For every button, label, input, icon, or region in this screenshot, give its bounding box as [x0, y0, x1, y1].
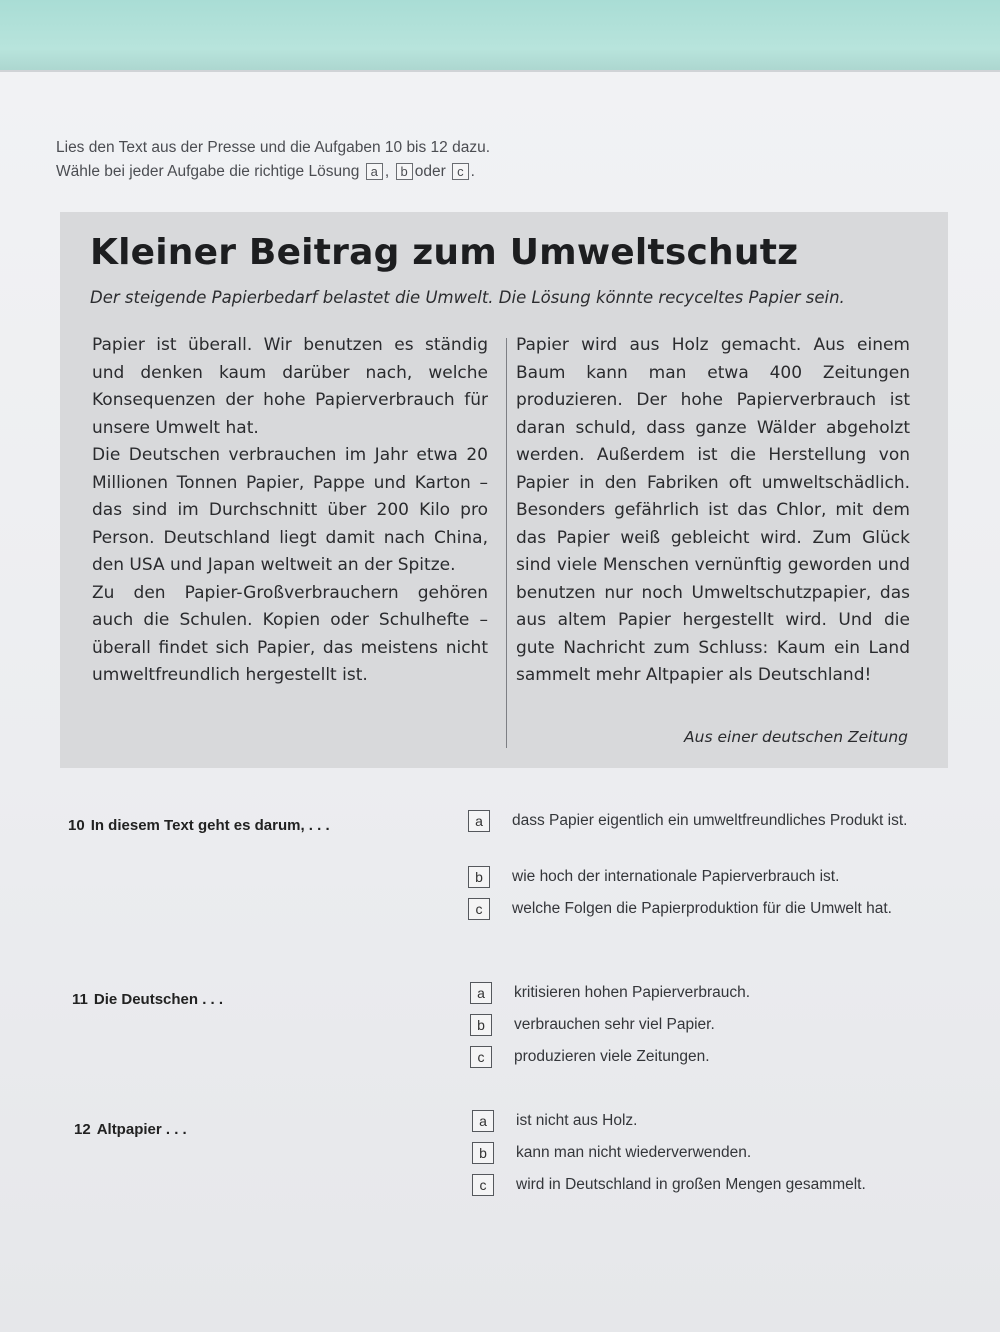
option-letter-box[interactable]: b [472, 1142, 494, 1164]
column-divider [506, 338, 507, 748]
option-text: wird in Deutschland in großen Mengen gesammelt. [516, 1176, 866, 1193]
option-letter-box[interactable]: c [468, 898, 490, 920]
article-column-left [92, 332, 488, 690]
article-headline: Kleiner Beitrag zum Umweltschutz [90, 232, 799, 273]
article-column-right [516, 332, 910, 690]
option-text: kritisieren hohen Papierverbrauch. [514, 984, 751, 1001]
workbook-page [0, 70, 1000, 1332]
option-text: wie hoch der internationale Papierverbrauch ist. [512, 868, 840, 885]
question-number: 10 [68, 817, 85, 834]
answer-box-a: a [366, 163, 383, 180]
option-letter-box[interactable]: a [472, 1110, 494, 1132]
answer-box-b: b [396, 163, 413, 180]
instruction-line-1: Lies den Text aus der Presse und die Aufgaben 10 bis 12 dazu. [56, 139, 491, 156]
option-text: welche Folgen die Papierproduktion für die Umwelt hat. [512, 900, 892, 917]
newspaper-article [60, 212, 948, 768]
answer-box-c: c [452, 163, 469, 180]
option-text: kann man nicht wiederverwenden. [516, 1144, 752, 1161]
option-letter-box[interactable]: c [472, 1174, 494, 1196]
article-paragraph: Die Deutschen verbrauchen im Jahr etwa 20 Millionen Tonnen Papier, Pappe und Karton – das sind im Durchschnitt über 200 Kilo pro Person. Deutschland liegt damit nach China, den USA und Japan weltweit an der Spitze. [92, 445, 488, 575]
question-number: 12 [74, 1121, 91, 1138]
question-number: 11 [72, 991, 88, 1008]
question-10 [68, 817, 428, 834]
option-letter-box[interactable]: a [468, 810, 490, 832]
option-text: ist nicht aus Holz. [516, 1112, 638, 1129]
option-letter-box[interactable]: c [470, 1046, 492, 1068]
question-12 [74, 1121, 434, 1138]
question-text: Die Deutschen . . . [93, 991, 224, 1008]
question-text: Altpapier . . . [96, 1121, 187, 1138]
article-subtitle: Der steigende Papierbedarf belastet die Umwelt. Die Lösung könnte recyceltes Papier sein. [90, 288, 845, 307]
article-paragraph: Zu den Papier-Großverbrauchern gehören auch die Schulen. Kopien oder Schulhefte – überall findet sich Papier, das meistens nicht umweltfreundlich hergestellt ist. [92, 582, 488, 685]
option-letter-box[interactable]: a [470, 982, 492, 1004]
question-11 [72, 991, 432, 1008]
question-text: In diesem Text geht es darum, . . . [90, 817, 330, 834]
option-text: verbrauchen sehr viel Papier. [514, 1016, 715, 1033]
option-text: dass Papier eigentlich ein umweltfreundliches Produkt ist. [512, 812, 908, 829]
article-source: Aus einer deutschen Zeitung [684, 728, 908, 746]
option-letter-box[interactable]: b [470, 1014, 492, 1036]
article-paragraph: Papier wird aus Holz gemacht. Aus einem Baum kann man etwa 400 Zeitungen produzieren. Der hohe Papierverbrauch ist daran schuld, dass ganze Wälder abgeholzt werden. Außerdem ist die Herstellung von Papier in den Fabriken oft umweltschädlich. Besonders gefährlich ist das Chlor, mit dem das Papier weiß gebleicht wird. Zum Glück sind viele Menschen vernünftig geworden und benutzen nur noch Umweltschutzpapier, das aus altem Papier hergestellt wird. Und die gute Nachricht zum Schluss: Kaum ein Land sammelt mehr Altpapier als Deutschland! [516, 335, 910, 685]
option-text: produzieren viele Zeitungen. [514, 1048, 710, 1065]
article-paragraph: Papier ist überall. Wir benutzen es ständig und denken kaum darüber nach, welche Konsequenzen der hohe Papierverbrauch für unsere Umwelt hat. [92, 335, 488, 438]
instruction-line-2: Wähle bei jeder Aufgabe die richtige Lösung a , b oder c . [56, 163, 475, 180]
task-instructions [56, 136, 756, 184]
option-letter-box[interactable]: b [468, 866, 490, 888]
